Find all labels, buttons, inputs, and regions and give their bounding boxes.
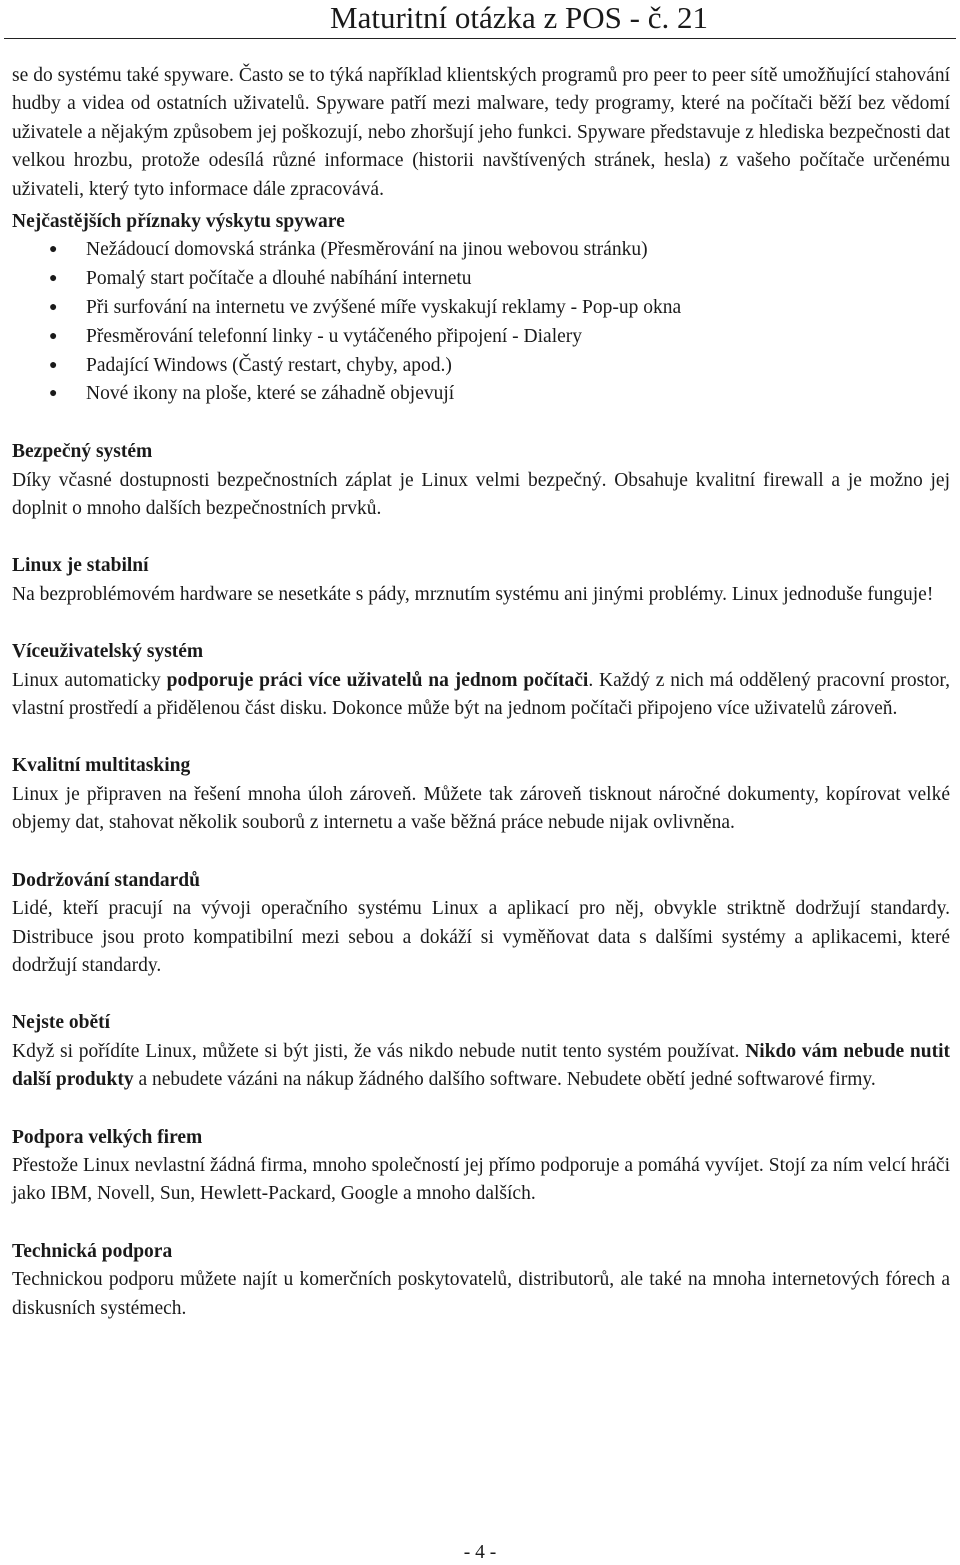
bullet-icon: ●	[49, 357, 58, 373]
list-item-text: Padající Windows (Častý restart, chyby, apod.)	[86, 354, 452, 376]
section-text: Na bezproblémovém hardware se nesetkáte s pády, mrznutím systému ani jinými problémy. Linux jednoduše funguje!	[12, 583, 934, 605]
text-part: Když si pořídíte Linux, můžete si být jisti, že vás nikdo nebude nutit tento systém používat.	[12, 1040, 746, 1062]
header-divider	[4, 38, 956, 39]
symptoms-title: Nejčastějších příznaky výskytu spyware	[12, 211, 345, 233]
section-title: Víceuživatelský systém	[12, 641, 204, 663]
section-support	[12, 1238, 950, 1323]
page-number: - 4 -	[463, 1542, 497, 1563]
bullet-icon: ●	[49, 300, 58, 316]
section-title: Technická podpora	[12, 1240, 173, 1262]
section-text: Lidé, kteří pracují na vývoji operačního systému Linux a aplikací pro něj, obvykle striktně dodržují standardy. Distribuce jsou proto kompatibilní mezi sebou a dokáží si vyměňovat data s dalšími systémy a aplikacemi, které dodržují standardy.	[12, 898, 950, 976]
bullet-icon: ●	[49, 271, 58, 287]
text-part: . Každý z nich má oddělený pracovní prostor, vlastní prostředí a přidělenou část disku. Dokonce může být na jednom počítači připojeno více uživatelů zároveň.	[12, 669, 950, 720]
section-text	[12, 1038, 950, 1095]
section-victims	[12, 1009, 950, 1094]
section-text: Technickou podporu můžete najít u komerčních poskytovatelů, distributorů, ale také na mnoha internetových fórech a diskusních systémech.	[12, 1269, 950, 1319]
section-title: Linux je stabilní	[12, 555, 149, 577]
list-item	[12, 352, 950, 381]
section-title: Bezpečný systém	[12, 441, 153, 463]
bullet-icon: ●	[49, 328, 58, 344]
list-item	[12, 380, 950, 409]
section-companies	[12, 1124, 950, 1209]
list-item	[12, 265, 950, 294]
section-standards	[12, 867, 950, 981]
section-title: Podpora velkých firem	[12, 1126, 203, 1148]
bullet-icon: ●	[49, 386, 58, 402]
section-text	[12, 667, 950, 724]
list-item	[12, 236, 950, 265]
intro-paragraph: se do systému také spyware. Často se to týká například klientských programů pro peer to peer sítě umožňující stahování hudby a videa od ostatních uživatelů. Spyware patří mezi malware, tedy programy, které na počítači běží bez vědomí uživatele a nějakým způsobem jej poškozují, nebo zhoršují jeho funkci. Spyware představuje z hlediska bezpečnosti dat velkou hrozbu, protože odesílá různé informace (historii navštívených stránek, hesla) z vašeho počítače určenému uživateli, který tyto informace dále zpracovává.	[12, 65, 950, 200]
page-content	[12, 62, 950, 1323]
list-item-text: Při surfování na internetu ve zvýšené míře vyskakují reklamy - Pop-up okna	[86, 297, 682, 319]
list-item-text: Nové ikony na ploše, které se záhadně objevují	[86, 383, 455, 405]
list-item-text: Přesměrování telefonní linky - u vytáčeného připojení - Dialery	[86, 325, 583, 347]
section-title: Dodržování standardů	[12, 869, 200, 891]
list-item	[12, 294, 950, 323]
list-item-text: Pomalý start počítače a dlouhé nabíhání internetu	[86, 268, 472, 290]
section-multitasking	[12, 752, 950, 837]
section-text: Přestože Linux nevlastní žádná firma, mnoho společností jej přímo podporuje a pomáhá vyvíjet. Stojí za ním velcí hráči jako IBM, Novell, Sun, Hewlett-Packard, Google a mnoho dalších.	[12, 1154, 950, 1205]
bullet-icon: ●	[49, 242, 58, 258]
section-secure	[12, 438, 950, 523]
section-title: Nejste obětí	[12, 1012, 111, 1034]
section-multiuser	[12, 638, 950, 723]
section-text: Linux je připraven na řešení mnoha úloh zároveň. Můžete tak zároveň tisknout náročné dokumenty, kopírovat velké objemy dat, stahovat několik souborů z internetu a vaše běžná práce nebude nijak ovlivněna.	[12, 783, 950, 834]
text-part: Linux automaticky	[12, 669, 167, 691]
bold-text: podporuje práci více uživatelů na jednom počítači	[166, 669, 589, 691]
section-stable	[12, 552, 950, 609]
symptoms-list	[12, 236, 950, 409]
list-item	[12, 323, 950, 352]
section-text: Díky včasné dostupnosti bezpečnostních záplat je Linux velmi bezpečný. Obsahuje kvalitní firewall a je možno jej doplnit o mnoho dalších bezpečnostních prvků.	[12, 469, 950, 520]
section-title: Kvalitní multitasking	[12, 755, 191, 777]
list-item-text: Nežádoucí domovská stránka (Přesměrování na jinou webovou stránku)	[86, 239, 648, 261]
text-part: a nebudete vázáni na nákup žádného dalšího software. Nebudete obětí jedné softwarové firmy.	[133, 1069, 876, 1091]
bold-text: Nikdo vám nebude nutit další produkty	[12, 1040, 950, 1091]
page-header-title: Maturitní otázka z POS - č. 21	[330, 0, 708, 35]
symptoms-section	[12, 208, 950, 409]
